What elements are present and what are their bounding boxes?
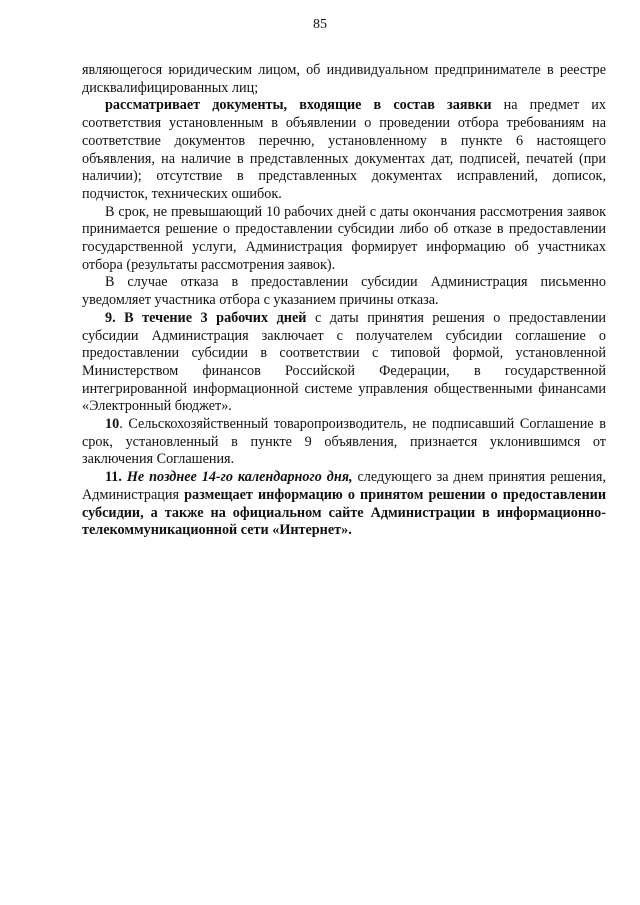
paragraph-text: с даты принятия решения о предоставлении субсидии Администрация заключает с получателем субсидии соглашение о предоставлении субсидии в соответствии с типовой формой, установленной Министерством финансов Российской Федерации, в государственной интегрированной информационной системе управления общественными финансами «Электронный бюджет». xyxy=(82,309,607,415)
page-number: 85 xyxy=(313,17,327,32)
paragraph-text: на предмет их соответствия установленным в объявлении о проведении отбора требованиям на соответствие документов перечню, установленному в пункте 6 настоящего объявления, на наличие в представленных документах дат, подписей, печатей (при наличии); отсутствие в представленных документах исправлений, дописок, подчисток, технических ошибок. xyxy=(82,97,606,202)
bold-phrase: рассматривает документы, входящие в состав заявки xyxy=(105,97,492,114)
paragraph-item-10 xyxy=(82,416,606,469)
paragraph-text: В случае отказа в предоставлении субсидии Администрация письменно уведомляет участника отбора с указанием причины отказа. xyxy=(82,274,606,309)
item-number: 11. xyxy=(105,469,122,486)
paragraph-continuation xyxy=(82,62,606,97)
paragraph-text: . Сельскохозяйственный товаропроизводитель, не подписавший Соглашение в срок, установленный в пункте 9 объявления, признается уклонившимся от заключения Соглашения. xyxy=(82,416,606,468)
bold-italic-phrase: Не позднее 14-го календарного дня, xyxy=(121,469,353,486)
paragraph-text: В срок, не превышающий 10 рабочих дней с даты окончания рассмотрения заявок принимается решение о предоставлении субсидии либо об отказе в предоставлении государственной услуги, Администрация формирует информацию об участниках отбора (результаты рассмотрения заявок). xyxy=(82,203,606,273)
paragraph-item-11 xyxy=(82,469,606,540)
bold-phrase: размещает информацию о принятом решении о предоставлении субсидии, а также на официальном сайте Администрации в информационно-телекоммуникационной сети «Интернет». xyxy=(82,486,606,539)
document-body xyxy=(82,62,606,540)
item-number: 10 xyxy=(105,416,120,433)
bold-phrase: В течение 3 рабочих дней xyxy=(115,309,307,326)
paragraph-decision-deadline xyxy=(82,204,606,275)
paragraph-item-9 xyxy=(82,310,606,416)
paragraph-text: являющегося юридическим лицом, об индивидуальном предпринимателе в реестре дисквалифицированных лиц; xyxy=(82,62,606,96)
item-number: 9. xyxy=(105,309,116,326)
paragraph-text: следующего за днем принятия решения, Администрация xyxy=(82,469,606,503)
paragraph-review-documents xyxy=(82,97,606,203)
paragraph-refusal-notice xyxy=(82,274,606,309)
